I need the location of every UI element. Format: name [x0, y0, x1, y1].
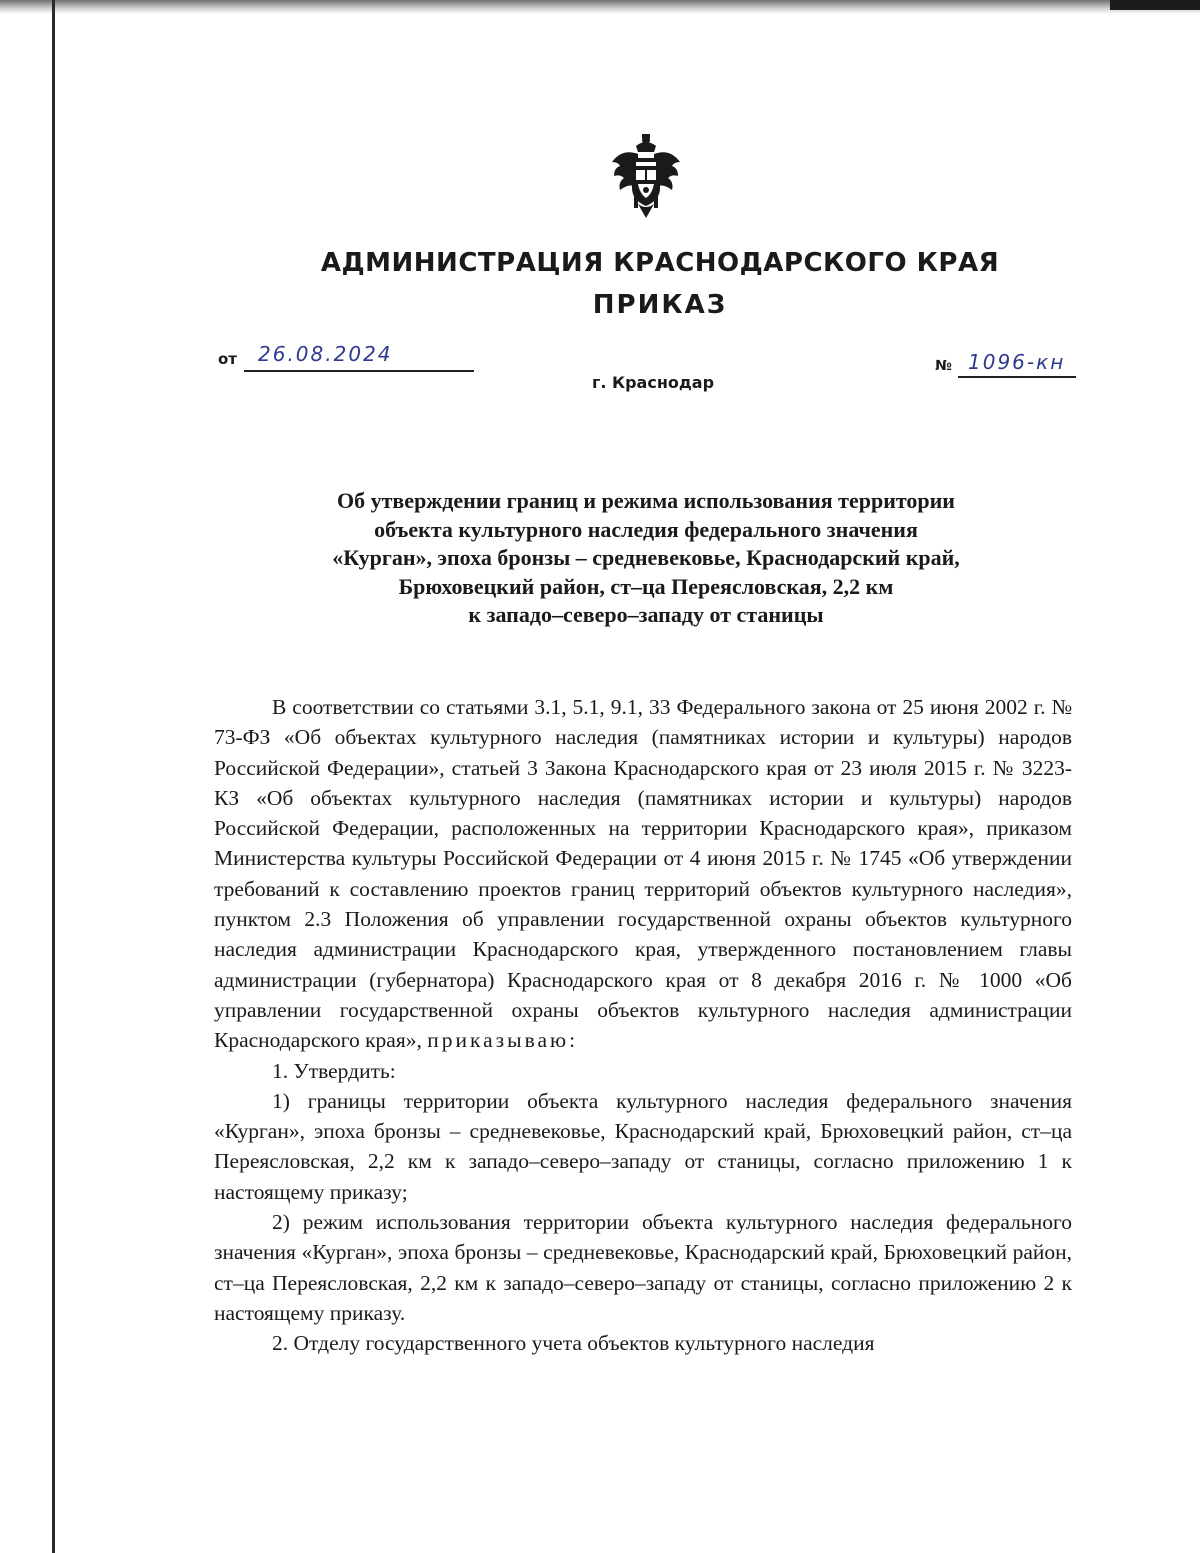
preamble-paragraph: [214, 692, 1072, 1056]
scan-corner-shadow: [1110, 0, 1200, 10]
document-body: [214, 692, 1072, 1359]
item-1: 1. Утвердить:: [272, 1058, 396, 1083]
title-line: Об утверждении границ и режима использования территории: [337, 488, 955, 513]
city-label: г. Краснодар: [592, 373, 715, 392]
date-value: 26.08.2024: [258, 342, 393, 366]
document-title: [0, 487, 1200, 630]
document-type: ПРИКАЗ: [592, 290, 728, 320]
number-value: 1096-кн: [968, 350, 1066, 374]
scan-top-shadow: [0, 0, 1200, 14]
item-1-1: 1) границы территории объекта культурного наследия федерального значения «Курган», эпоха бронзы – средневековье, Краснодарский край, Брюховецкий район, ст–ца Переясловская, 2,2 км к западо–северо–западу от станицы, согласно приложению 1 к настоящему приказу;: [214, 1088, 1072, 1204]
date-underline: [244, 370, 474, 372]
item-1-2: 2) режим использования территории объекта культурного наследия федерального значения «Курган», эпоха бронзы – средневековье, Краснодарский край, Брюховецкий район, ст–ца Переясловская, 2,2 км к западо–северо–западу от станицы, согласно приложению 2 к настоящему приказу.: [214, 1210, 1072, 1325]
organization-title: АДМИНИСТРАЦИЯ КРАСНОДАРСКОГО КРАЯ: [320, 248, 1000, 278]
coat-of-arms-icon: [608, 132, 684, 220]
scan-left-edge: [52, 0, 55, 1553]
title-line: к западо–северо–западу от станицы: [468, 602, 824, 627]
title-line: объекта культурного наследия федерального значения: [374, 516, 918, 542]
item-2: 2. Отделу государственного учета объектов культурного наследия: [272, 1331, 875, 1356]
number-label: №: [935, 358, 952, 374]
title-line: «Курган», эпоха бронзы – средневековье, Краснодарский край,: [332, 545, 960, 570]
number-underline: [958, 376, 1076, 378]
preamble-text: В соответствии со статьями 3.1, 5.1, 9.1, 33 Федерального закона от 25 июня 2002 г. № 73-ФЗ «Об объектах культурного наследия (памятниках истории и культуры) народов Российской Федерации», статьей 3 Закона Краснодарского края от 23 июля 2015 г. № 3223-КЗ «Об объектах культурного наследия (памятниках истории и культуры) народов Российской Федерации, расположенных на территории Краснодарского края», приказом Министерства культуры Российской Федерации от 4 июня 2015 г. № 1745 «Об утверждении требований к составлению проектов границ территорий объектов культурного наследия», пунктом 2.3 Положения об управлении государственной охраны объектов культурного наследия администрации Краснодарского края, утвержденного постановлением главы администрации (губернатора) Краснодарского края от 8 декабря 2016 г. № 1000 «Об управлении государственной охраны объектов культурного наследия администрации Краснодарского края»,: [214, 695, 1072, 1053]
date-label: от: [218, 350, 237, 368]
order-word: приказываю:: [427, 1028, 579, 1053]
title-line: Брюховецкий район, ст–ца Переясловская, 2,2 км: [398, 573, 894, 599]
